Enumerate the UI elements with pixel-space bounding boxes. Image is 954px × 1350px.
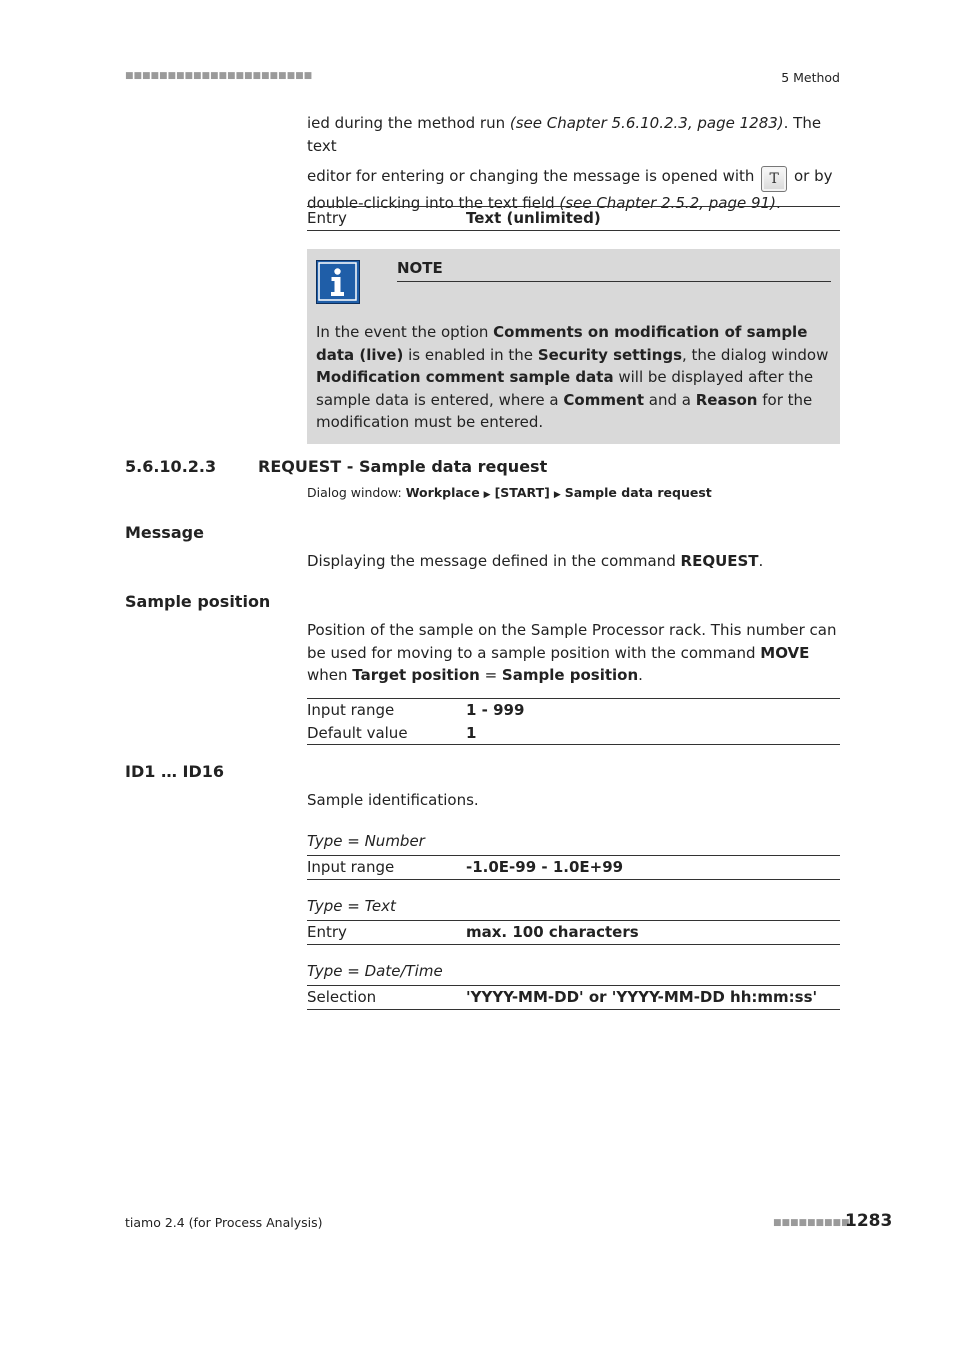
intro-line-3: double-clicking into the text field (see Chapter 2.5.2, page 91). [307,194,781,212]
row-value: 'YYYY-MM-DD' or 'YYYY-MM-DD hh:mm:ss' [466,988,818,1006]
row-label: Default value [307,723,408,742]
section-title: REQUEST - Sample data request [258,457,548,476]
sample-position-description: Position of the sample on the Sample Processor rack. This number can be used for moving to a sample position with the command MOVE when Target position = Sample position. [307,621,837,684]
type-label: Type = Date/Time [307,962,443,980]
row-value: 1 - 999 [466,701,525,719]
intro-paragraph [307,112,840,215]
type-label: Type = Number [307,832,425,850]
chapter-reference[interactable]: (see Chapter 2.5.2, page 91) [559,194,776,212]
ids-description: Sample identifications. [307,791,479,809]
message-description: Displaying the message defined in the command REQUEST. [307,552,764,570]
chapter-label: 5 Method [781,70,840,85]
section-number: 5.6.10.2.3 [125,457,217,476]
note-box [307,249,840,444]
chapter-reference[interactable]: (see Chapter 5.6.10.2.3, page 1283) [509,114,784,132]
footer-dots: ■■■■■■■■■ [773,1218,850,1228]
row-value: -1.0E-99 - 1.0E+99 [466,858,624,876]
table-row [307,207,840,230]
dialog-path: Dialog window: Workplace ▶ [START] ▶ Sample data request [307,485,712,500]
intro-line-1: ied during the method run (see Chapter 5.6.10.2.3, page 1283). The text [307,114,822,155]
row-value: 1 [466,723,477,742]
type-label: Type = Text [307,897,396,915]
type-number-table [307,855,840,880]
table-row [307,986,840,1009]
table-row [307,856,840,879]
type-text-table [307,920,840,945]
row-label: Entry [307,923,347,941]
page-number: 1283 [845,1211,893,1231]
ids-heading: ID1 … ID16 [125,762,225,781]
entry-table [307,206,840,231]
table-row [307,921,840,944]
info-icon [316,260,360,304]
type-datetime-table [307,985,840,1010]
row-label: Selection [307,988,377,1006]
sample-position-table [307,698,840,745]
text-editor-button-icon: T [761,166,787,192]
header-dots: ■■■■■■■■■■■■■■■■■■■■■■ [125,71,313,81]
note-text: In the event the option Comments on modification of sample data (live) is enabled in the Security settings, the dialog window Modification comment sample data will be displayed after the sample data is entered, where a Comment and a Reason for the modification must be entered. [316,323,829,431]
table-row [307,722,840,745]
row-label: Entry [307,209,347,227]
footer-product: tiamo 2.4 (for Process Analysis) [125,1215,323,1230]
arrow-icon: ▶ [553,490,561,500]
row-label: Input range [307,858,395,876]
row-value: Text (unlimited) [466,209,601,227]
row-label: Input range [307,701,395,719]
sample-position-heading: Sample position [125,592,271,611]
intro-line-2: editor for entering or changing the message is opened with T or by [307,165,840,192]
arrow-icon: ▶ [483,490,491,500]
message-heading: Message [125,523,204,542]
row-value: max. 100 characters [466,923,639,941]
note-title: NOTE [397,258,831,282]
table-row [307,699,840,722]
